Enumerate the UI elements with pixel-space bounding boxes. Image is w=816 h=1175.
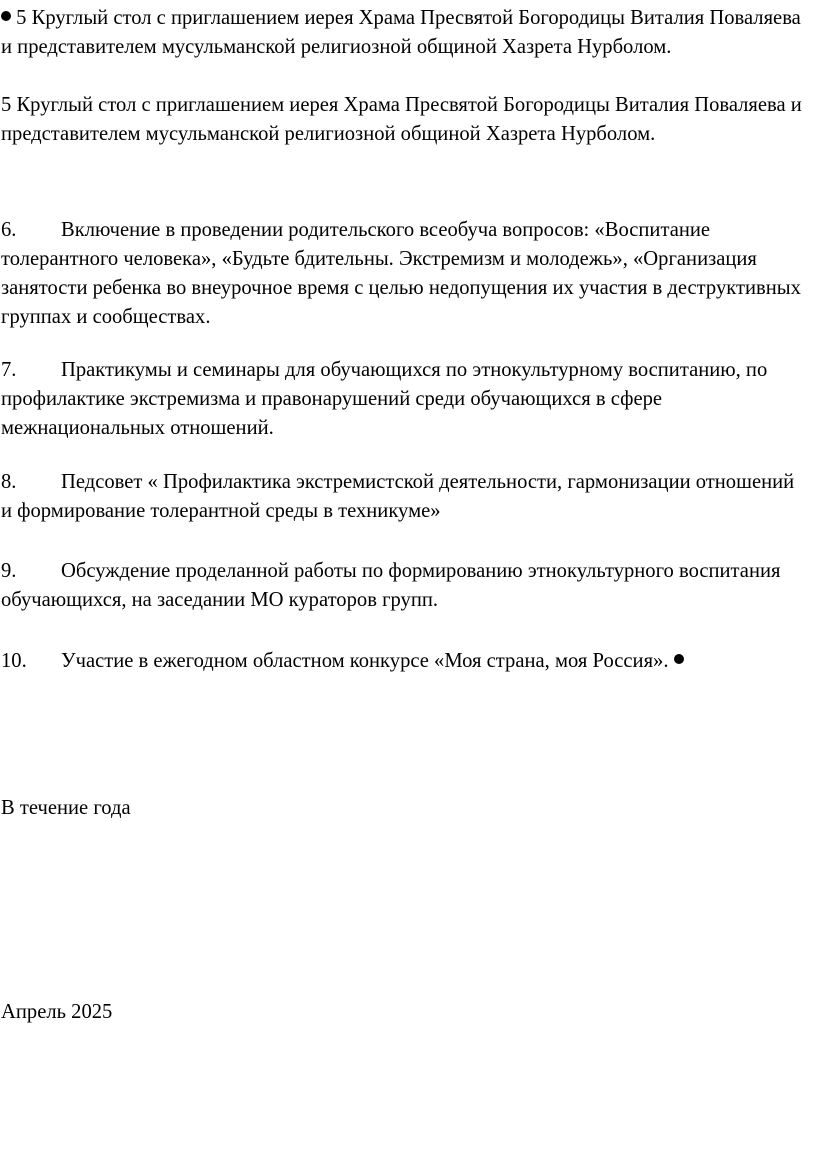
timing-text: Апрель 2025 (1, 1001, 113, 1023)
list-number: 10. (1, 650, 27, 672)
list-item-text: Педсовет « Профилактика экстремистской деятельности, гармонизации отношений и формирование толерантной среды в техникуме» (1, 471, 795, 522)
list-item-text: Обсуждение проделанной работы по формированию этнокультурного воспитания обучающихся, на заседании МО кураторов групп. (1, 560, 781, 611)
paragraph-text: 5 Круглый стол с приглашением иерея Храма Пресвятой Богородицы Виталия Поваляева и представителем мусульманской религиозной общиной Хазрета Нурболом. (1, 7, 801, 58)
list-number: 8. (1, 471, 17, 493)
list-item-8 (1, 468, 809, 526)
bullet-dot-icon (674, 654, 684, 664)
bullet-dot-icon (1, 11, 11, 21)
list-number: 6. (1, 219, 17, 241)
list-item-7 (1, 356, 809, 443)
timing-text: В течение года (1, 797, 131, 819)
list-item-text: Включение в проведении родительского всеобуча вопросов: «Воспитание толерантного человека», «Будьте бдительны. Экстремизм и молодежь», «Организация занятости ребенка во внеурочное время с целью недопущения их участия в деструктивных группах и сообществах. (1, 219, 801, 328)
list-item-6 (1, 216, 809, 332)
timing-april (1, 998, 809, 1027)
list-number: 9. (1, 560, 17, 582)
timing-during-year (1, 794, 809, 823)
paragraph-round-table-1 (1, 4, 809, 62)
paragraph-text: 5 Круглый стол с приглашением иерея Храма Пресвятой Богородицы Виталия Поваляева и представителем мусульманской религиозной общиной Хазрета Нурболом. (1, 94, 802, 145)
list-item-9 (1, 557, 809, 615)
list-item-text: Участие в ежегодном областном конкурсе «Моя страна, моя Россия». (61, 650, 669, 672)
list-number: 7. (1, 359, 17, 381)
paragraph-round-table-2 (1, 91, 809, 149)
list-item-text: Практикумы и семинары для обучающихся по этнокультурному воспитанию, по профилактике экстремизма и правонарушений среди обучающихся в сфере межнациональных отношений. (1, 359, 768, 439)
list-item-10 (1, 647, 809, 676)
